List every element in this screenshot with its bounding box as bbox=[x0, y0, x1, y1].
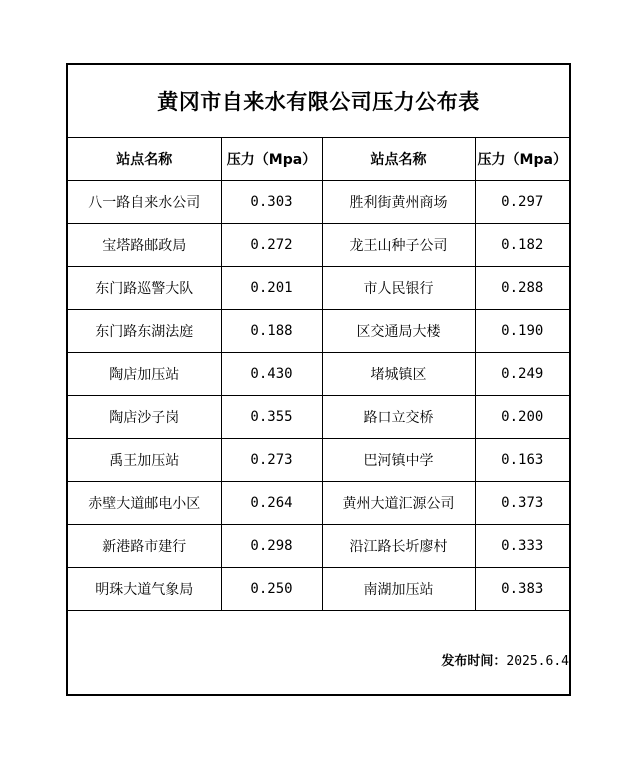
station-name-cell: 龙王山种子公司 bbox=[322, 224, 475, 267]
station-name-cell: 胜利街黄州商场 bbox=[322, 181, 475, 224]
pressure-value-cell: 0.288 bbox=[475, 267, 569, 310]
publish-date: 2025.6.4 bbox=[506, 654, 569, 669]
pressure-value-cell: 0.182 bbox=[475, 224, 569, 267]
station-name-cell: 陶店加压站 bbox=[68, 353, 221, 396]
table-row bbox=[68, 396, 569, 439]
pressure-value-cell: 0.373 bbox=[475, 482, 569, 525]
header-station-name-left: 站点名称 bbox=[68, 137, 221, 181]
station-name-cell: 陶店沙子岗 bbox=[68, 396, 221, 439]
pressure-value-cell: 0.188 bbox=[221, 310, 322, 353]
pressure-value-cell: 0.355 bbox=[221, 396, 322, 439]
pressure-value-cell: 0.303 bbox=[221, 181, 322, 224]
table-row bbox=[68, 181, 569, 224]
table-row bbox=[68, 310, 569, 353]
pressure-value-cell: 0.200 bbox=[475, 396, 569, 439]
station-name-cell: 东门路东湖法庭 bbox=[68, 310, 221, 353]
pressure-sheet bbox=[66, 63, 571, 696]
station-name-cell: 南湖加压站 bbox=[322, 568, 475, 611]
header-pressure-left: 压力（Mpa） bbox=[221, 137, 322, 181]
publish-time bbox=[441, 650, 569, 669]
pressure-value-cell: 0.249 bbox=[475, 353, 569, 396]
station-name-cell: 新港路市建行 bbox=[68, 525, 221, 568]
pressure-value-cell: 0.333 bbox=[475, 525, 569, 568]
station-name-cell: 路口立交桥 bbox=[322, 396, 475, 439]
pressure-value-cell: 0.201 bbox=[221, 267, 322, 310]
station-name-cell: 东门路巡警大队 bbox=[68, 267, 221, 310]
table-row bbox=[68, 353, 569, 396]
pressure-value-cell: 0.250 bbox=[221, 568, 322, 611]
table-row bbox=[68, 568, 569, 611]
station-name-cell: 八一路自来水公司 bbox=[68, 181, 221, 224]
station-name-cell: 沿江路长圻廖村 bbox=[322, 525, 475, 568]
table-row bbox=[68, 267, 569, 310]
pressure-value-cell: 0.163 bbox=[475, 439, 569, 482]
pressure-value-cell: 0.430 bbox=[221, 353, 322, 396]
station-name-cell: 堵城镇区 bbox=[322, 353, 475, 396]
pressure-value-cell: 0.273 bbox=[221, 439, 322, 482]
pressure-value-cell: 0.297 bbox=[475, 181, 569, 224]
pressure-table bbox=[68, 137, 569, 611]
publish-time-label: 发布时间： bbox=[441, 654, 507, 669]
pressure-value-cell: 0.272 bbox=[221, 224, 322, 267]
pressure-value-cell: 0.190 bbox=[475, 310, 569, 353]
pressure-value-cell: 0.264 bbox=[221, 482, 322, 525]
station-name-cell: 宝塔路邮政局 bbox=[68, 224, 221, 267]
pressure-value-cell: 0.298 bbox=[221, 525, 322, 568]
station-name-cell: 赤壁大道邮电小区 bbox=[68, 482, 221, 525]
table-row bbox=[68, 482, 569, 525]
pressure-value-cell: 0.383 bbox=[475, 568, 569, 611]
station-name-cell: 明珠大道气象局 bbox=[68, 568, 221, 611]
station-name-cell: 市人民银行 bbox=[322, 267, 475, 310]
station-name-cell: 巴河镇中学 bbox=[322, 439, 475, 482]
table-row bbox=[68, 525, 569, 568]
table-row bbox=[68, 224, 569, 267]
header-pressure-right: 压力（Mpa） bbox=[475, 137, 569, 181]
station-name-cell: 禹王加压站 bbox=[68, 439, 221, 482]
sheet-title: 黄冈市自来水有限公司压力公布表 bbox=[68, 65, 569, 138]
table-header-row bbox=[68, 137, 569, 181]
table-row bbox=[68, 439, 569, 482]
station-name-cell: 区交通局大楼 bbox=[322, 310, 475, 353]
header-station-name-right: 站点名称 bbox=[322, 137, 475, 181]
station-name-cell: 黄州大道汇源公司 bbox=[322, 482, 475, 525]
